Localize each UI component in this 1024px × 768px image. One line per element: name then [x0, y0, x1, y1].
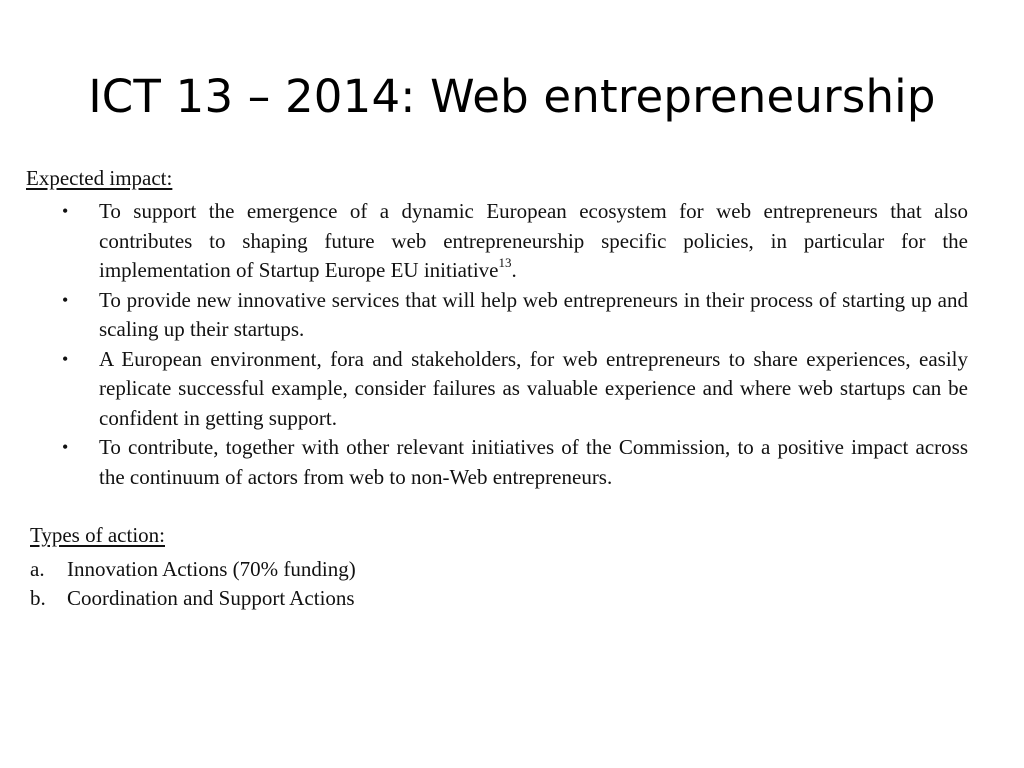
types-of-action-list: [30, 555, 356, 613]
list-item-text: To provide new innovative services that will help web entrepreneurs in their process of starting up and scaling up their startups.: [99, 287, 968, 341]
list-item: [60, 197, 968, 286]
list-item: [30, 584, 356, 613]
list-item: [60, 286, 968, 345]
slide-title: ICT 13 – 2014: Web entrepreneurship: [88, 70, 936, 123]
expected-impact-heading: Expected impact:: [26, 166, 173, 190]
types-of-action-heading: Types of action:: [30, 523, 165, 547]
list-item-text: Innovation Actions (70% funding): [67, 557, 356, 581]
list-item: [60, 433, 968, 492]
list-marker: a.: [30, 557, 45, 581]
list-item-text: To contribute, together with other relevant initiatives of the Commission, to a positive impact across the continuum of actors from web to non-Web entrepreneurs.: [99, 435, 968, 489]
list-item: [60, 345, 968, 434]
list-item-text: A European environment, fora and stakeholders, for web entrepreneurs to share experiences, easily replicate successful example, consider failures as valuable experience and where web startups can be confident in getting support.: [99, 346, 968, 430]
bullet-icon: •: [62, 289, 69, 310]
bullet-icon: •: [62, 201, 69, 221]
bullet-icon: •: [62, 437, 69, 457]
list-item-text: To support the emergence of a dynamic European ecosystem for web entrepreneurs that also contributes to shaping future web entrepreneurship specific policies, in particular for the implementation of Startup Europe EU initiative: [99, 199, 968, 282]
list-item: [30, 555, 356, 584]
list-marker: b.: [30, 586, 46, 610]
bullet-icon: •: [62, 348, 69, 369]
expected-impact-list: [60, 197, 968, 492]
list-item-suffix: .: [511, 258, 517, 282]
footnote-marker: 13: [498, 255, 512, 270]
list-item-text: Coordination and Support Actions: [67, 586, 355, 610]
